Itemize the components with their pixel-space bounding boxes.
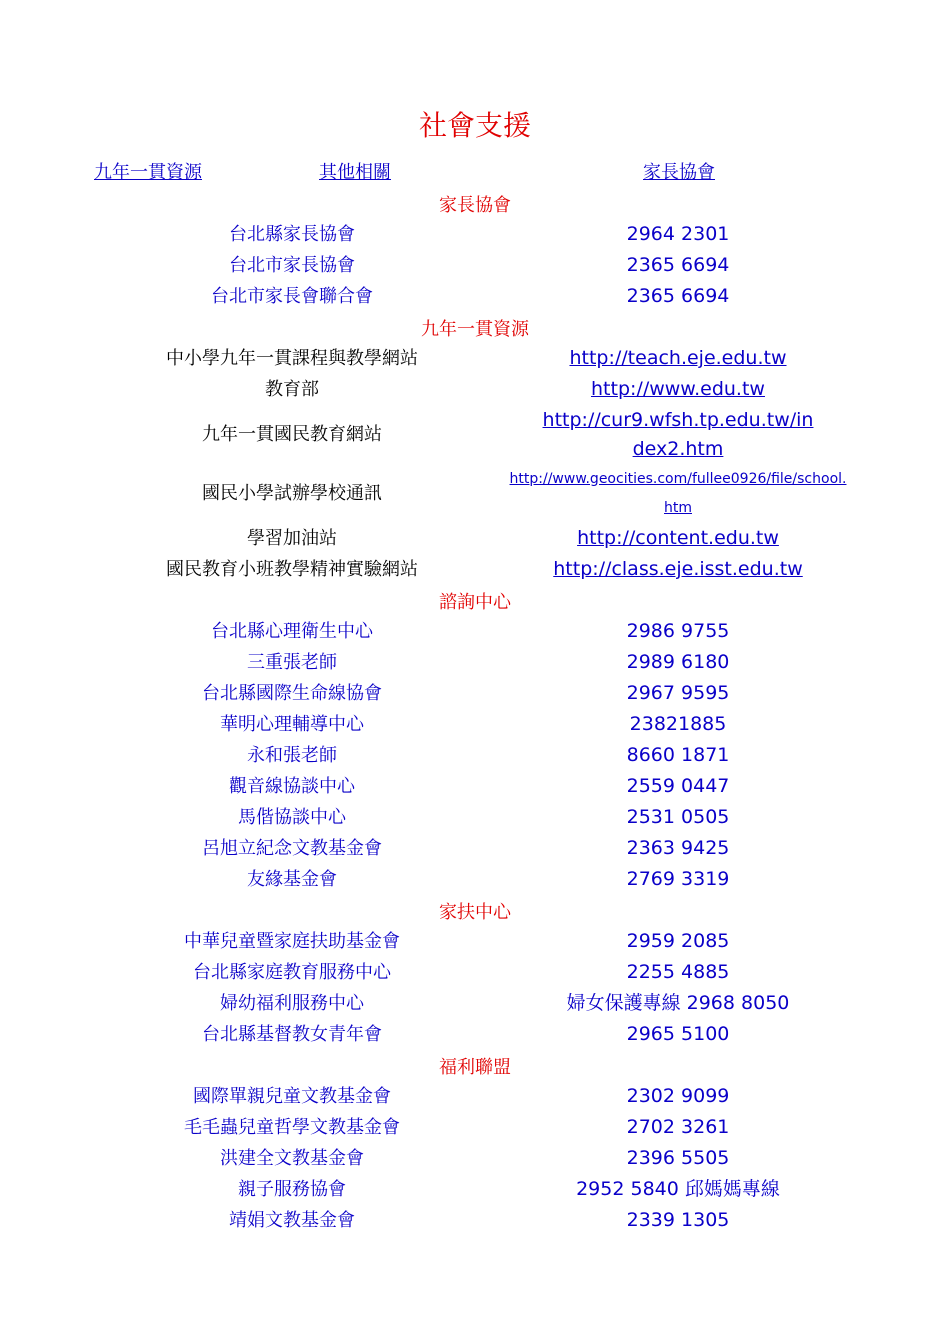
page-title: 社會支援 <box>418 109 531 142</box>
org-phone: 2989 6180 <box>626 651 730 673</box>
org-phone: 2363 9425 <box>626 837 730 859</box>
org-name: 台北縣家庭教育服務中心 <box>193 962 391 983</box>
org-phone: 2959 2085 <box>626 930 730 952</box>
org-phone: 2559 0447 <box>626 775 730 797</box>
table-row <box>0 616 950 647</box>
org-name: 馬偕協談中心 <box>238 807 346 828</box>
site-name: 學習加油站 <box>247 528 337 549</box>
org-phone: 2986 9755 <box>626 620 730 642</box>
table-row <box>0 1205 950 1236</box>
site-name: 國民教育小班教學精神實驗網站 <box>166 559 418 580</box>
table-row <box>0 802 950 833</box>
org-phone: 2967 9595 <box>626 682 730 704</box>
nav-link-nine-year-resources[interactable]: 九年一貫資源 <box>94 162 202 183</box>
org-phone: 婦女保護專線 2968 8050 <box>566 992 790 1014</box>
nav-link-other-related[interactable]: 其他相關 <box>319 162 391 183</box>
org-name: 國際單親兒童文教基金會 <box>193 1086 391 1107</box>
nav-links <box>0 158 950 188</box>
table-row <box>0 554 950 585</box>
table-row <box>0 988 950 1019</box>
site-link[interactable]: http://cur9.wfsh.tp.edu.tw/index2.htm <box>542 408 814 460</box>
org-phone: 2531 0505 <box>626 806 730 828</box>
section-heading: 九年一貫資源 <box>421 318 529 340</box>
table-row <box>0 709 950 740</box>
table-row <box>0 219 950 250</box>
org-name: 友緣基金會 <box>247 869 337 890</box>
table-row <box>0 1019 950 1050</box>
table-row <box>0 374 950 405</box>
org-name: 華明心理輔導中心 <box>220 714 364 735</box>
org-name: 靖娟文教基金會 <box>229 1210 355 1231</box>
table-row <box>0 1174 950 1205</box>
site-link[interactable]: http://teach.eje.edu.tw <box>569 347 787 369</box>
site-link[interactable]: http://www.edu.tw <box>591 378 765 400</box>
org-name: 中華兒童暨家庭扶助基金會 <box>184 931 400 952</box>
table-row <box>0 1081 950 1112</box>
table-row <box>0 864 950 895</box>
table-row <box>0 343 950 374</box>
org-name: 觀音線協談中心 <box>229 776 355 797</box>
org-phone: 2702 3261 <box>626 1116 730 1138</box>
org-phone: 23821885 <box>629 713 727 735</box>
table-row <box>0 740 950 771</box>
site-name: 中小學九年一貫課程與教學網站 <box>166 348 418 369</box>
org-phone: 2302 9099 <box>626 1085 730 1107</box>
table-row <box>0 464 950 523</box>
org-phone: 2365 6694 <box>626 254 730 276</box>
site-name: 九年一貫國民教育網站 <box>202 424 382 445</box>
table-row <box>0 678 950 709</box>
org-name: 呂旭立紀念文教基金會 <box>202 838 382 859</box>
table-row <box>0 647 950 678</box>
org-name: 毛毛蟲兒童哲學文教基金會 <box>184 1117 400 1138</box>
table-row <box>0 250 950 281</box>
table-row <box>0 926 950 957</box>
section-heading: 福利聯盟 <box>439 1056 511 1078</box>
org-phone: 2769 3319 <box>626 868 730 890</box>
org-name: 台北縣基督教女青年會 <box>202 1024 382 1045</box>
resource-table <box>0 188 950 1236</box>
table-row <box>0 405 950 464</box>
table-row <box>0 957 950 988</box>
org-phone: 2965 5100 <box>626 1023 730 1045</box>
org-phone: 8660 1871 <box>626 744 730 766</box>
section-heading: 家扶中心 <box>439 901 511 923</box>
site-link[interactable]: http://content.edu.tw <box>577 527 779 549</box>
org-name: 台北縣家長協會 <box>229 224 355 245</box>
org-name: 三重張老師 <box>247 652 337 673</box>
site-name: 教育部 <box>265 379 319 400</box>
org-name: 親子服務協會 <box>238 1179 346 1200</box>
table-row <box>0 1143 950 1174</box>
org-name: 台北縣國際生命線協會 <box>202 683 382 704</box>
site-link[interactable]: http://www.geocities.com/fullee0926/file/school.htm <box>509 470 847 516</box>
org-name: 台北縣心理衛生中心 <box>211 621 373 642</box>
site-link[interactable]: http://class.eje.isst.edu.tw <box>553 558 803 580</box>
table-row <box>0 523 950 554</box>
org-name: 永和張老師 <box>247 745 337 766</box>
org-phone: 2952 5840 邱媽媽專線 <box>576 1178 780 1200</box>
table-row <box>0 281 950 312</box>
org-name: 洪建全文教基金會 <box>220 1148 364 1169</box>
table-row <box>0 833 950 864</box>
site-name: 國民小學試辦學校通訊 <box>202 483 382 504</box>
org-phone: 2365 6694 <box>626 285 730 307</box>
section-heading: 家長協會 <box>439 194 511 216</box>
org-phone: 2255 4885 <box>626 961 730 983</box>
table-row <box>0 771 950 802</box>
org-phone: 2964 2301 <box>626 223 730 245</box>
org-name: 台北市家長會聯合會 <box>211 286 373 307</box>
nav-link-parent-association[interactable]: 家長協會 <box>643 162 715 183</box>
org-phone: 2339 1305 <box>626 1209 730 1231</box>
section-heading: 諮詢中心 <box>439 591 511 613</box>
org-name: 台北市家長協會 <box>229 255 355 276</box>
org-phone: 2396 5505 <box>626 1147 730 1169</box>
table-row <box>0 1112 950 1143</box>
org-name: 婦幼福利服務中心 <box>220 993 364 1014</box>
